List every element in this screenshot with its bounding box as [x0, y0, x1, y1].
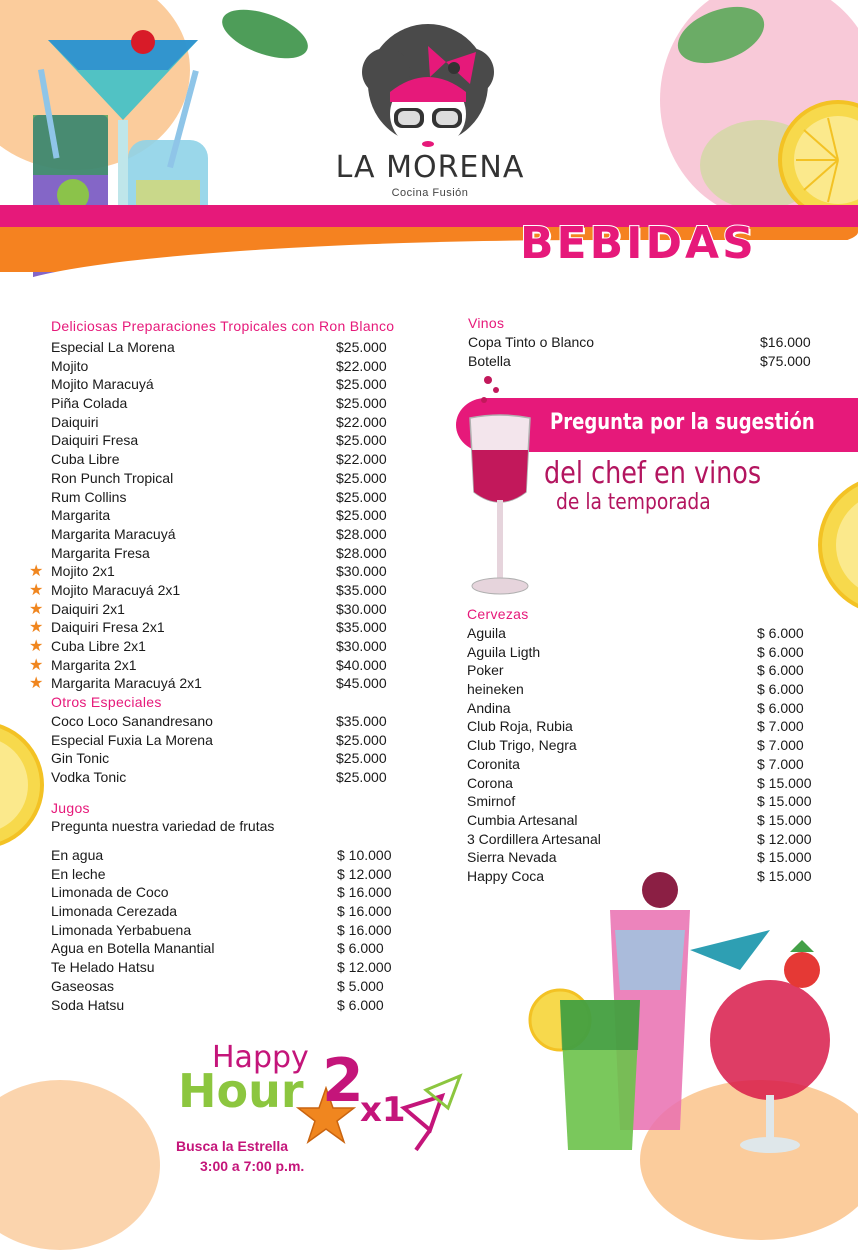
item-price: $25.000 [336, 507, 387, 524]
item-price: $25.000 [336, 488, 387, 505]
menu-item [51, 921, 401, 940]
item-price: $25.000 [336, 769, 387, 786]
item-price: $ 7.000 [757, 718, 804, 735]
menu-item [468, 333, 818, 352]
item-name: Soda Hatsu [51, 996, 125, 1013]
starfish-icon: ★ [29, 656, 44, 674]
item-name: Sierra Nevada [467, 849, 557, 866]
menu-item [467, 830, 827, 849]
item-name: Mojito 2x1 [51, 563, 115, 580]
menu-item [51, 544, 401, 563]
item-name: Mojito Maracuyá 2x1 [51, 581, 181, 598]
item-price: $ 5.000 [337, 977, 384, 994]
item-price: $ 15.000 [757, 849, 812, 866]
item-price: $ 15.000 [757, 811, 812, 828]
item-name: heineken [467, 681, 524, 698]
item-price: $30.000 [336, 563, 387, 580]
decor-splash-bottomleft [0, 1080, 160, 1250]
item-name: Copa Tinto o Blanco [468, 334, 595, 350]
item-name: Daiquiri Fresa 2x1 [51, 619, 165, 636]
item-price: $35.000 [336, 619, 387, 636]
item-name: Poker [467, 662, 504, 679]
item-name: Aguila [467, 625, 506, 641]
brand-name: LA MORENA [335, 150, 525, 185]
item-name: Coronita [467, 755, 520, 772]
item-name: Botella [468, 352, 511, 369]
menu-item [51, 375, 401, 394]
item-price: $35.000 [336, 581, 387, 598]
decor-leaf-top [216, 0, 314, 68]
item-price: $ 16.000 [337, 903, 392, 920]
menu-item [467, 624, 827, 643]
item-price: $ 15.000 [757, 774, 812, 791]
item-price: $75.000 [760, 352, 811, 369]
menu-item [51, 846, 401, 865]
menu-item [467, 792, 827, 811]
item-price: $ 10.000 [337, 847, 392, 863]
item-name: Mojito Maracuyá [51, 376, 154, 393]
promo-line-1: Pregunta por la sugestión [550, 410, 815, 435]
item-name: Agua en Botella Manantial [51, 940, 215, 957]
menu-item [29, 637, 401, 656]
item-name: Limonada de Coco [51, 884, 169, 901]
item-name: Happy Coca [467, 867, 545, 884]
item-price: $ 6.000 [757, 625, 804, 641]
section-title-tropicales: Deliciosas Preparaciones Tropicales con Ron Blanco [51, 318, 395, 334]
item-price: $22.000 [336, 451, 387, 468]
menu-item [51, 768, 401, 787]
item-name: Margarita Maracuyá 2x1 [51, 675, 202, 692]
brand-tagline: Cocina Fusión [391, 187, 469, 199]
item-price: $ 12.000 [337, 865, 392, 882]
menu-item [467, 661, 827, 680]
happy-hour-subtitle: Busca la Estrella [176, 1138, 289, 1154]
item-name: Cumbia Artesanal [467, 811, 578, 828]
logo-icon [358, 22, 498, 152]
item-price: $25.000 [336, 750, 387, 767]
item-name: Margarita Fresa [51, 544, 150, 561]
section-title-especiales: Otros Especiales [51, 694, 162, 710]
starfish-icon: ★ [29, 619, 44, 637]
menu-item [51, 338, 401, 357]
item-name: Smirnof [467, 793, 516, 810]
item-price: $ 6.000 [337, 996, 384, 1013]
item-name: Margarita 2x1 [51, 656, 137, 673]
menu-item [468, 352, 818, 371]
promo-line-3: de la temporada [556, 490, 711, 515]
section-title-jugos: Jugos [51, 800, 90, 816]
item-name: Limonada Yerbabuena [51, 921, 192, 938]
lemon-slice-icon [0, 720, 45, 850]
menu-item [51, 506, 401, 525]
list-cervezas [467, 624, 827, 886]
menu-item [467, 736, 827, 755]
list-especiales [51, 712, 401, 787]
item-price: $35.000 [336, 713, 387, 729]
item-price: $25.000 [336, 395, 387, 412]
item-price: $40.000 [336, 656, 387, 673]
menu-item [29, 562, 401, 581]
item-name: Rum Collins [51, 488, 127, 505]
item-name: Corona [467, 774, 513, 791]
list-jugos [51, 846, 401, 1014]
item-name: Coco Loco Sanandresano [51, 713, 213, 729]
starfish-icon: ★ [29, 600, 44, 618]
item-price: $ 7.000 [757, 755, 804, 772]
menu-item [29, 656, 401, 675]
item-price: $ 6.000 [757, 681, 804, 698]
menu-item [51, 977, 401, 996]
list-vinos [468, 333, 818, 370]
menu-item [51, 731, 401, 750]
happy-hour-happy: Happy [212, 1040, 309, 1075]
menu-item [51, 883, 401, 902]
item-name: Aguila Ligth [467, 643, 541, 660]
drinks-illustration [520, 870, 840, 1170]
page-title: BEBIDAS [520, 218, 757, 269]
item-name: Ron Punch Tropical [51, 469, 174, 486]
menu-item [51, 450, 401, 469]
item-name: Cuba Libre [51, 451, 120, 468]
happy-hour-2: 2 [322, 1046, 364, 1116]
menu-item [51, 394, 401, 413]
item-price: $ 16.000 [337, 884, 392, 901]
item-name: Especial Fuxia La Morena [51, 731, 213, 748]
item-price: $ 15.000 [757, 867, 812, 884]
item-name: Andina [467, 699, 511, 716]
item-name: Daiquiri Fresa [51, 432, 139, 449]
item-name: Mojito [51, 357, 89, 374]
item-name: En agua [51, 847, 104, 863]
item-price: $25.000 [336, 432, 387, 449]
item-price: $25.000 [336, 731, 387, 748]
menu-item [29, 600, 401, 619]
menu-item [51, 958, 401, 977]
item-name: En leche [51, 865, 106, 882]
item-name: Daiquiri 2x1 [51, 600, 125, 617]
item-price: $22.000 [336, 413, 387, 430]
item-price: $ 12.000 [757, 830, 812, 847]
menu-item [51, 525, 401, 544]
happy-hour-hour: Hour [178, 1064, 304, 1118]
item-price: $25.000 [336, 469, 387, 486]
item-price: $ 15.000 [757, 793, 812, 810]
happy-hour-time: 3:00 a 7:00 p.m. [200, 1158, 305, 1174]
item-price: $ 6.000 [337, 940, 384, 957]
menu-item [51, 357, 401, 376]
menu-item [467, 643, 827, 662]
item-price: $ 6.000 [757, 699, 804, 716]
menu-item [51, 413, 401, 432]
lemon-slice-icon [768, 100, 858, 220]
menu-item [467, 774, 827, 793]
menu-item [29, 674, 401, 693]
item-name: 3 Cordillera Artesanal [467, 830, 601, 847]
item-price: $45.000 [336, 675, 387, 692]
item-price: $28.000 [336, 525, 387, 542]
item-name: Margarita [51, 507, 111, 524]
cocktail-glass-icon [396, 1068, 466, 1158]
item-price: $ 6.000 [757, 662, 804, 679]
wine-glass-icon [460, 372, 540, 602]
menu-item [467, 811, 827, 830]
item-price: $16.000 [760, 334, 811, 350]
item-name: Piña Colada [51, 395, 128, 412]
starfish-icon: ★ [29, 638, 44, 655]
lemon-slice-icon [818, 470, 858, 620]
item-price: $25.000 [336, 376, 387, 393]
menu-item [467, 848, 827, 867]
menu-item [51, 865, 401, 884]
item-name: Limonada Cerezada [51, 903, 178, 920]
item-price: $22.000 [336, 357, 387, 374]
item-price: $28.000 [336, 544, 387, 561]
item-name: Daiquiri [51, 413, 99, 430]
starfish-icon: ★ [29, 675, 44, 693]
item-price: $30.000 [336, 638, 387, 654]
item-name: Vodka Tonic [51, 769, 127, 786]
item-name: Cuba Libre 2x1 [51, 638, 146, 654]
jugos-note: Pregunta nuestra variedad de frutas [51, 818, 275, 834]
menu-item [51, 712, 401, 731]
item-name: Club Roja, Rubia [467, 718, 573, 735]
menu-item [51, 939, 401, 958]
section-title-vinos: Vinos [468, 315, 505, 331]
item-name: Gaseosas [51, 977, 115, 994]
menu-item [467, 680, 827, 699]
menu-item [467, 755, 827, 774]
item-name: Te Helado Hatsu [51, 959, 155, 976]
item-name: Margarita Maracuyá [51, 525, 176, 542]
item-price: $30.000 [336, 600, 387, 617]
menu-item [467, 717, 827, 736]
menu-item [467, 699, 827, 718]
menu-item [51, 996, 401, 1015]
menu-item [51, 488, 401, 507]
menu-item [51, 902, 401, 921]
starfish-icon: ★ [29, 581, 44, 599]
item-name: Especial La Morena [51, 339, 175, 355]
item-name: Club Trigo, Negra [467, 737, 577, 754]
menu-item [29, 618, 401, 637]
happy-hour-x1: x1 [360, 1090, 406, 1130]
item-price: $ 7.000 [757, 737, 804, 754]
starfish-icon: ★ [29, 563, 44, 581]
item-price: $ 12.000 [337, 959, 392, 976]
promo-line-2: del chef en vinos [544, 456, 762, 491]
section-title-cervezas: Cervezas [467, 606, 529, 622]
menu-item [51, 431, 401, 450]
item-price: $ 6.000 [757, 643, 804, 660]
item-price: $ 16.000 [337, 921, 392, 938]
menu-item [51, 469, 401, 488]
item-price: $25.000 [336, 339, 387, 355]
item-name: Gin Tonic [51, 750, 110, 767]
list-tropicales [29, 338, 401, 693]
menu-item [51, 749, 401, 768]
menu-item [29, 581, 401, 600]
